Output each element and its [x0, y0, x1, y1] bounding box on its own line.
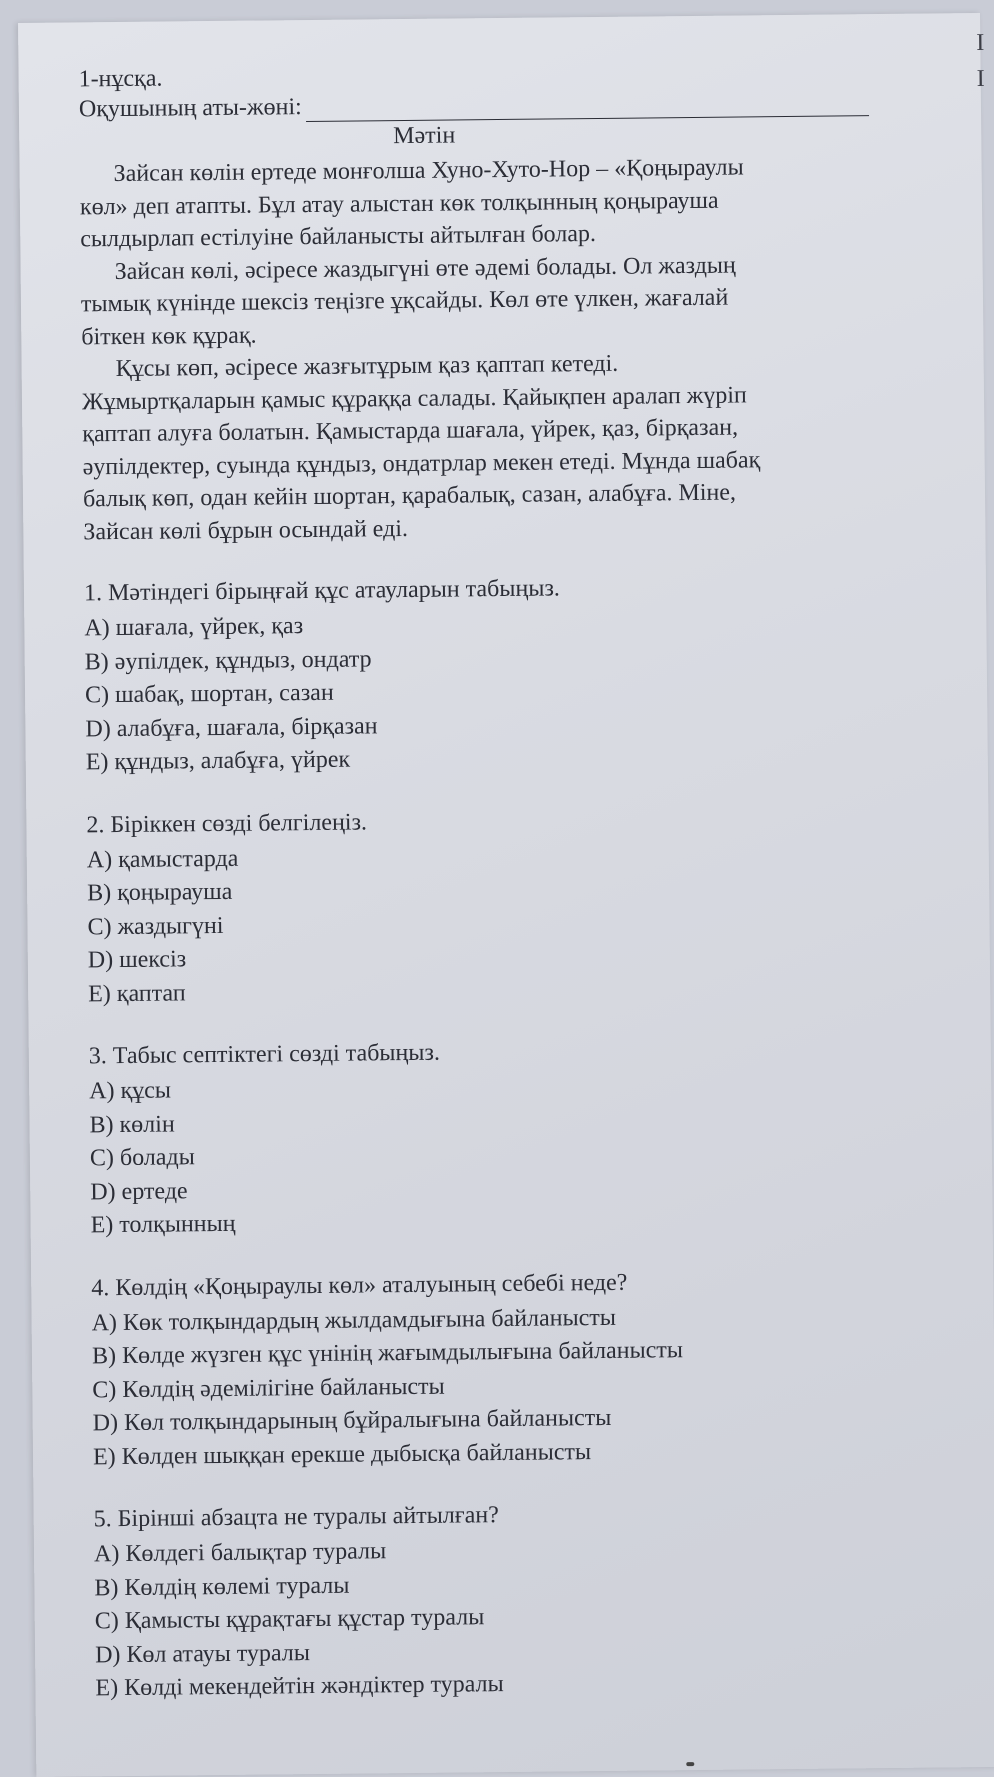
- page-speck: [686, 1762, 694, 1766]
- passage-line: сылдырлап естілуіне байланысты айтылған болар.: [80, 220, 597, 253]
- answer-option[interactable]: C) болады: [89, 1144, 195, 1172]
- answer-option[interactable]: A) Көк толқындардың жылдамдығына байланысты: [91, 1304, 617, 1336]
- passage-line: Зайсан көлі, әсіресе жаздыгүні өте әдемі болады. Ол жаздың: [114, 252, 736, 285]
- passage-line: тымық күнінде шексіз теңізге ұқсайды. Көл өте үлкен, жағалай: [80, 284, 729, 318]
- answer-option[interactable]: D) ертеде: [90, 1177, 188, 1205]
- question-text: 5. Бірінші абзацта не туралы айтылған?: [93, 1502, 499, 1533]
- text-title: Мәтін: [393, 122, 456, 150]
- passage-line: қаптап алуға болатын. Қамыстарда шағала, үйрек, қаз, бірқазан,: [82, 414, 739, 448]
- answer-option[interactable]: B) қоңырауша: [87, 878, 233, 907]
- answer-option[interactable]: C) жаздыгүні: [87, 912, 224, 940]
- student-name-label: Оқушының аты-жөні:: [78, 94, 302, 123]
- passage-line: Зайсан көлін ертеде монғолша Хуно-Хуто-Нор – «Қоңыраулы: [113, 154, 744, 188]
- question-4: [91, 1264, 923, 1474]
- answer-option[interactable]: C) Қамысты құрақтағы құстар туралы: [94, 1604, 485, 1635]
- answer-option[interactable]: E) Көлді мекендейтін жәндіктер туралы: [95, 1671, 504, 1702]
- answer-option[interactable]: E) құндыз, алабұға, үйрек: [85, 746, 351, 776]
- answer-option[interactable]: C) Көлдің әдемілігіне байланысты: [92, 1373, 445, 1403]
- answer-option[interactable]: B) әупілдек, құндыз, ондатр: [84, 645, 372, 675]
- answer-option[interactable]: D) шексіз: [87, 946, 187, 974]
- passage-line: Зайсан көлі бұрын осындай еді.: [83, 515, 409, 545]
- answer-option[interactable]: A) Көлдегі балықтар туралы: [93, 1538, 387, 1568]
- answer-option[interactable]: A) шағала, үйрек, қаз: [84, 613, 304, 642]
- answer-option[interactable]: A) қамыстарда: [86, 845, 239, 873]
- worksheet-content: [78, 56, 925, 1706]
- question-text: 1. Мәтіндегі бірыңғай құс атауларын табыңыз.: [83, 575, 560, 607]
- answer-option[interactable]: B) Көлдің көлемі туралы: [94, 1572, 350, 1601]
- question-text: 3. Табыс септіктегі сөзді табыңыз.: [88, 1039, 441, 1070]
- question-text: 2. Біріккен сөзді белгілеңіз.: [86, 808, 368, 838]
- worksheet-page: [18, 13, 994, 1777]
- answer-option[interactable]: E) қаптап: [88, 979, 186, 1007]
- question-5: [94, 1496, 926, 1706]
- passage-line: Құсы көп, әсіресе жазғытұрым қаз қаптап кетеді.: [115, 350, 619, 383]
- answer-option[interactable]: A) құсы: [89, 1077, 172, 1105]
- answer-option[interactable]: B) көлін: [89, 1110, 175, 1138]
- passage-line: әупілдектер, суында құндыз, ондатрлар мекен етеді. Мұнда шабақ: [82, 446, 761, 480]
- question-text: 4. Көлдің «Қоңыраулы көл» аталуының себебі неде?: [91, 1269, 628, 1301]
- reading-passage: [79, 150, 913, 549]
- edge-mark: I: [976, 29, 985, 57]
- answer-option[interactable]: E) толқынның: [90, 1210, 236, 1239]
- passage-line: біткен көк құрақ.: [81, 322, 257, 350]
- passage-line: көл» деп атапты. Бұл атау алыстан көк толқынның қоңырауша: [79, 187, 719, 220]
- edge-mark: I: [976, 65, 985, 93]
- answer-option[interactable]: D) алабұға, шағала, бірқазан: [85, 712, 378, 742]
- answer-option[interactable]: C) шабақ, шортан, сазан: [84, 679, 334, 709]
- passage-line: Жұмыртқаларын қамыс құраққа салады. Қайықпен аралап жүріп: [81, 381, 747, 415]
- answer-option[interactable]: B) Көлде жүзген құс үнінің жағымдылығына байланысты: [91, 1337, 684, 1370]
- answer-option[interactable]: D) Көл атауы туралы: [94, 1639, 311, 1668]
- edge-marks: [976, 25, 985, 97]
- question-2: [86, 801, 918, 1011]
- question-3: [89, 1033, 921, 1243]
- variant-label: 1-нұсқа.: [78, 65, 163, 93]
- answer-option[interactable]: E) Көлден шыққан ерекше дыбысқа байланысты: [92, 1438, 592, 1470]
- answer-option[interactable]: D) Көл толқындарының бұйралығына байланысты: [92, 1404, 612, 1437]
- question-1: [84, 570, 916, 780]
- passage-line: балық көп, одан кейін шортан, қарабалық, сазан, алабұға. Міне,: [82, 479, 737, 513]
